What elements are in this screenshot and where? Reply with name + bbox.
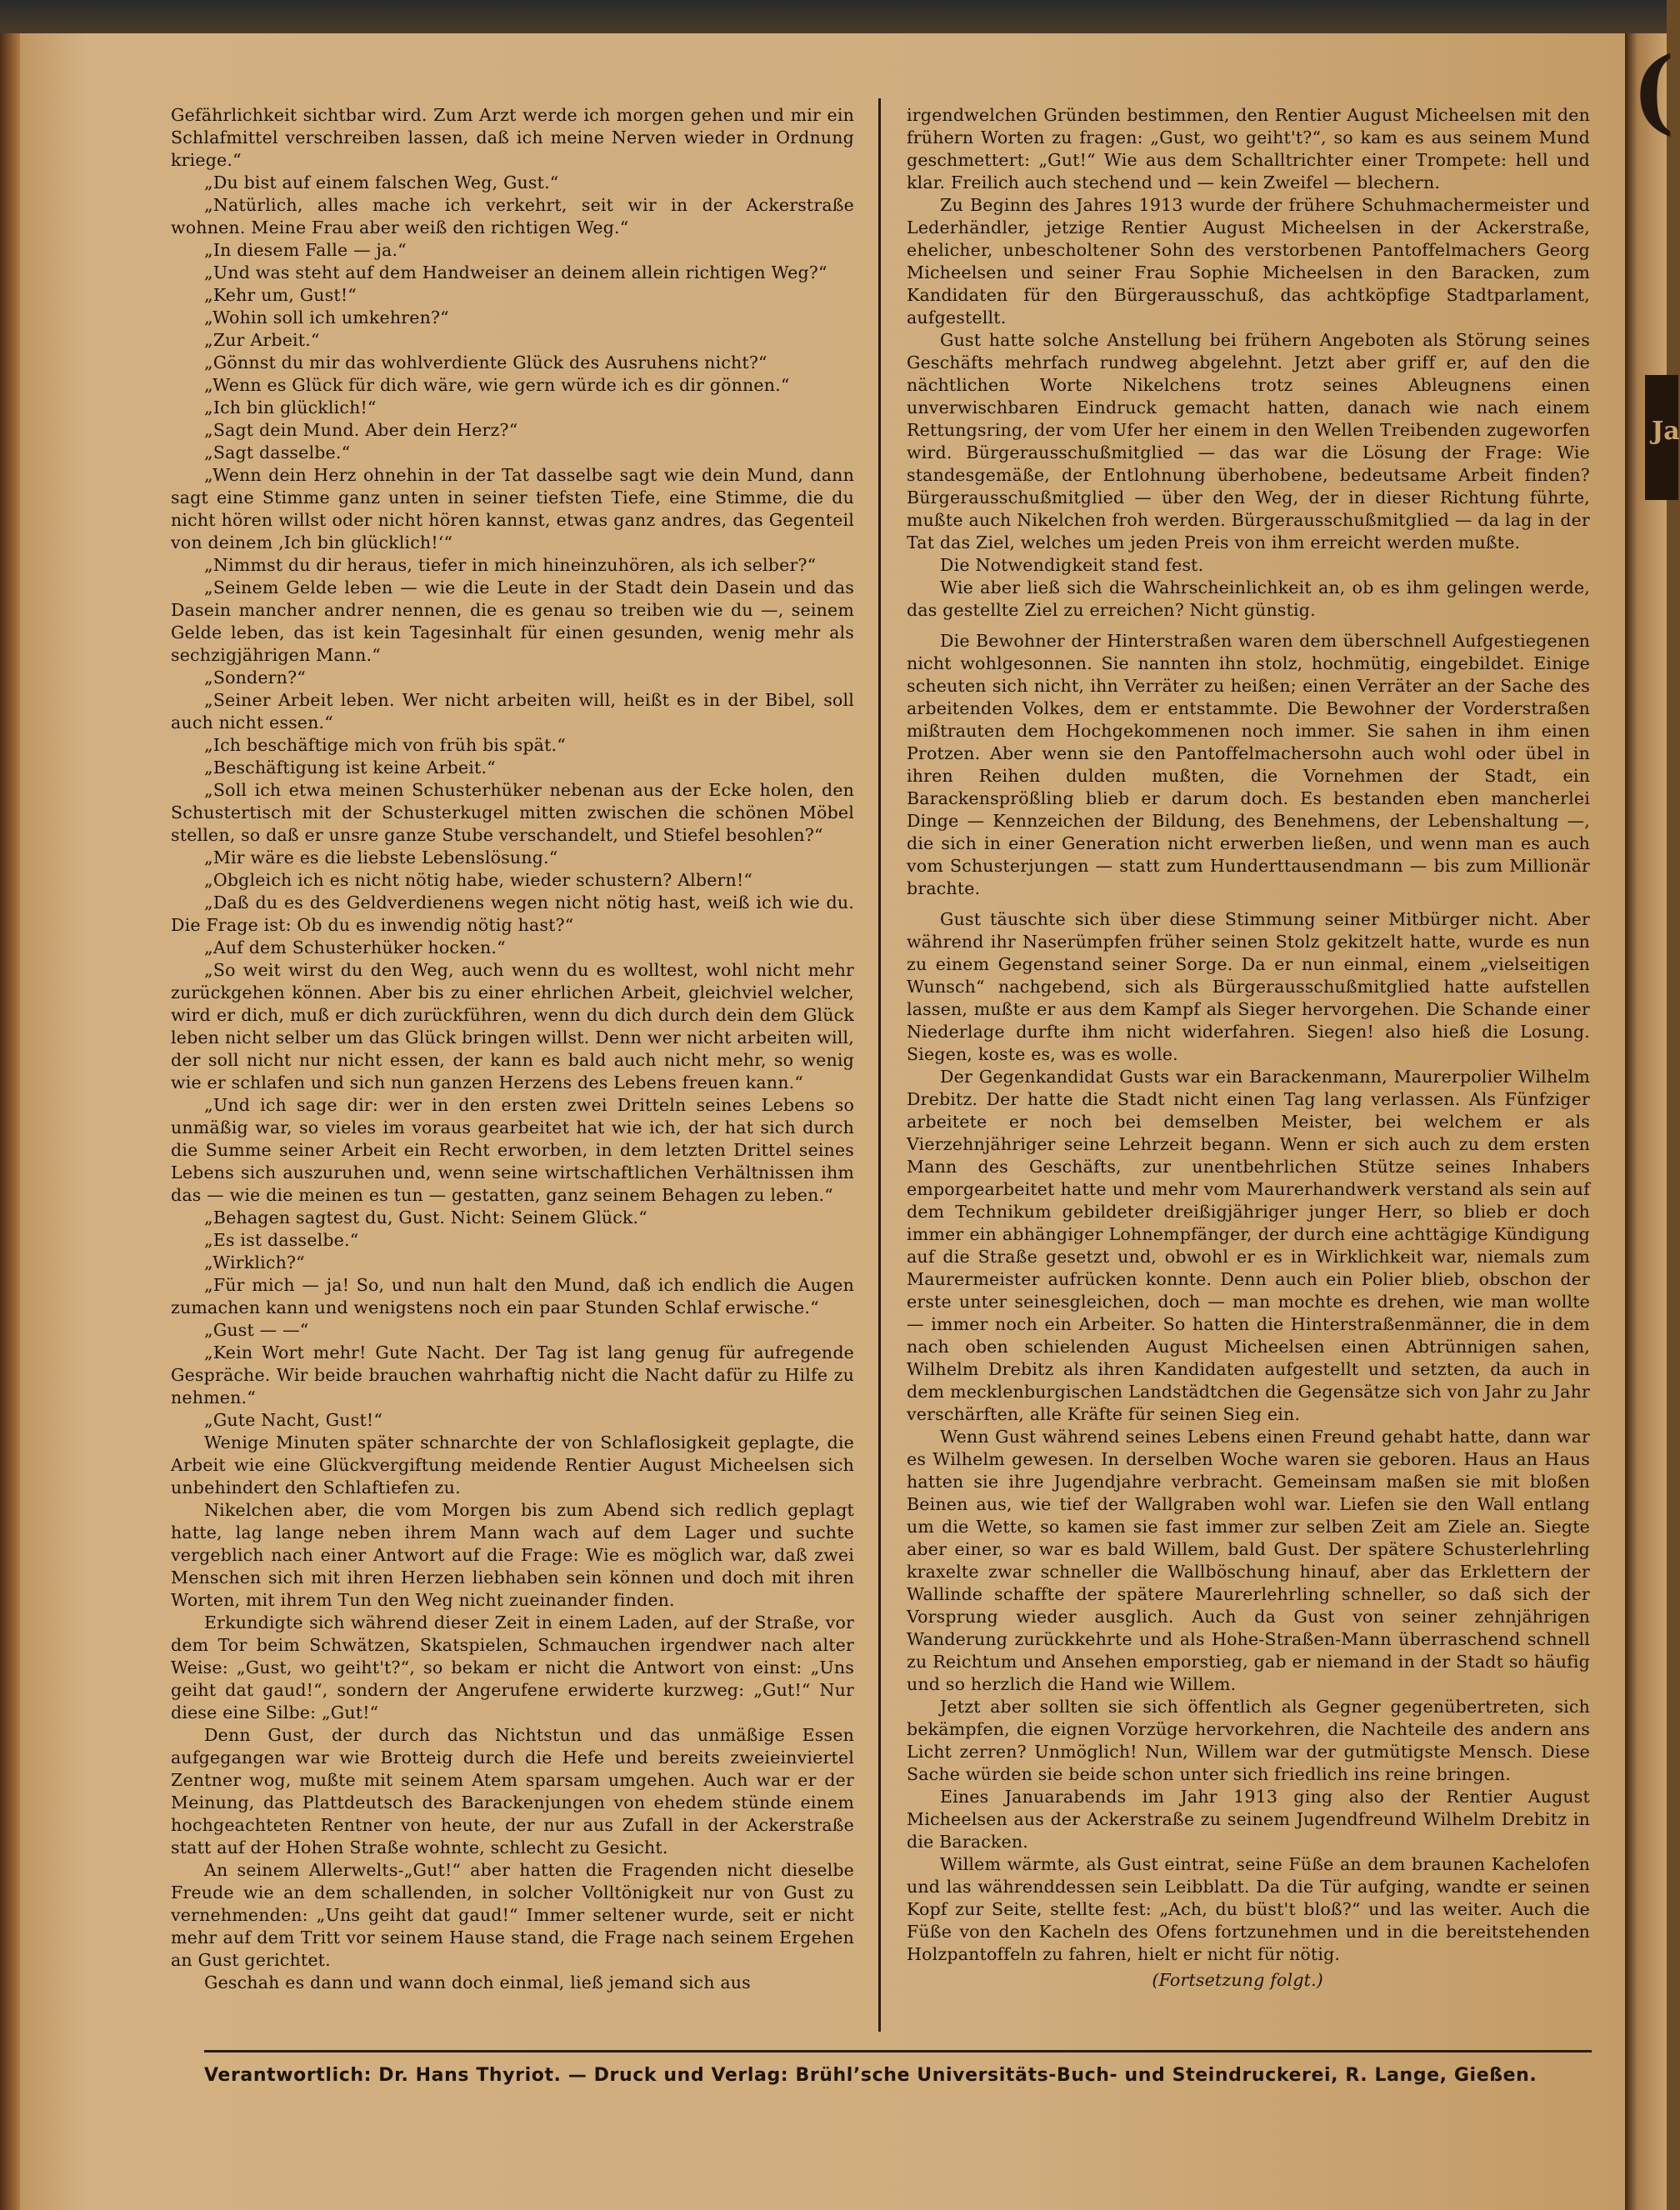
left-text-column bbox=[171, 104, 854, 1994]
footer-rule bbox=[204, 2050, 1592, 2052]
paragraph: „Sagt dein Mund. Aber dein Herz?“ bbox=[204, 420, 518, 440]
paragraph: Der Gegenkandidat Gusts war ein Barackenmann, Maurerpolier Wilhelm Drebitz. Der hatte die Stadt nicht einen Tag lang verlassen. Als Fünfziger arbeitete er noch bei demselben Meister, bei welchem er als Vierzehnjähriger seine Lehrzeit begann. Wenn er sich auch zu dem ersten Mann des Geschäfts, zur unentbehrlichen Stütze seines Inhabers emporgearbeitet hatte und mehr vom Maurerhandwerk verstand als sein auf dem Technikum gebildeter dreißigjähriger junger Herr, so blieb er doch immer ein abhängiger Lohnempfänger, der durch eine achttägige Kündigung auf die Straße gesetzt und, obwohl er es in Wirklichkeit war, niemals zum Maurermeister aufrücken konnte. Denn auch ein Polier blieb, obschon der erste unter seinesgleichen, doch — man mochte es drehen, wie man wollte — immer noch ein Arbeiter. So hatten die Hinterstraßenmänner, die in dem nach oben schielenden August Micheelsen einen Abtrünnigen sahen, Wilhelm Drebitz als ihren Kandidaten aufgestellt und setzten, da auch in dem mecklenburgischen Landstädtchen die Gegensätze sich von Jahr zu Jahr verschärften, alle Kräfte für seinen Sieg ein. bbox=[907, 1067, 1590, 1424]
paragraph: „Beschäftigung ist keine Arbeit.“ bbox=[204, 758, 496, 778]
paragraph: Eines Januarabends im Jahr 1913 ging also der Rentier August Micheelsen aus der Ackerstraße zu seinem Jugendfreund Wilhelm Drebitz in die Baracken. bbox=[907, 1787, 1590, 1852]
paragraph: „Wenn dein Herz ohnehin in der Tat dasselbe sagt wie dein Mund, dann sagt eine Stimme ganz unten in seiner tiefsten Tiefe, eine Stimme, die du nicht hören willst oder nicht hören kannst, etwas ganz andres, das Gegenteil von deinem ‚Ich bin glücklich!‘“ bbox=[171, 465, 854, 552]
right-text-column bbox=[907, 104, 1590, 1992]
paragraph: „Ich bin glücklich!“ bbox=[204, 398, 377, 418]
paragraph: „Für mich — ja! So, und nun halt den Mund, daß ich endlich die Augen zumachen kann und wenigstens noch ein paar Stunden Schlaf erwische.“ bbox=[171, 1275, 854, 1318]
paragraph: „Kein Wort mehr! Gute Nacht. Der Tag ist lang genug für aufregende Gespräche. Wir beide brauchen wahrhaftig nicht die Nacht dafür zu Hilfe zu nehmen.“ bbox=[171, 1342, 854, 1408]
paragraph: An seinem Allerwelts-„Gut!“ aber hatten die Fragenden nicht dieselbe Freude wie an dem schallenden, in solcher Volltönigkeit nur von Gust zu vernehmenden: „Uns geiht dat gaud!“ Immer seltener wurde, seit er nicht mehr auf dem Tritt vor seinem Hause stand, die Frage nach seinem Ergehen an Gust gerichtet. bbox=[171, 1860, 854, 1970]
paragraph: „Seinem Gelde leben — wie die Leute in der Stadt dein Dasein und das Dasein mancher andrer nennen, die es genau so treiben wie du —, seinem Gelde leben, das ist kein Tagesinhalt für einen gesunden, wenig mehr als sechzigjährigen Mann.“ bbox=[171, 578, 854, 665]
paragraph: Gust hatte solche Anstellung bei frühern Angeboten als Störung seines Geschäfts mehrfach rundweg abgelehnt. Jetzt aber griff er, auf den die nächtlichen Worte Nikelchens trotz seines Ableugnens einen unverwischbaren Eindruck gemacht hatten, danach wie nach einem Rettungsring, der vom Ufer her einem in den Wellen Treibenden zugeworfen wird. Bürgerausschußmitglied — das war die Lösung der Frage: Wie standesgemäße, der Entlohnung überhobene, bedeutsame Arbeit finden? Bürgerausschußmitglied — über den Weg, der in dieser Richtung führte, mußte auch Nikelchen froh werden. Bürgerausschußmitglied — da lag in der Tat das Ziel, welches um jeden Preis von ihm erreicht werden mußte. bbox=[907, 330, 1590, 552]
paragraph: „Seiner Arbeit leben. Wer nicht arbeiten will, heißt es in der Bibel, soll auch nicht essen.“ bbox=[171, 690, 854, 732]
continuation-note: (Fortsetzung folgt.) bbox=[1152, 1970, 1323, 1990]
adjacent-page-big-letter: ( bbox=[1632, 37, 1676, 144]
paragraph: Willem wärmte, als Gust eintrat, seine Füße an dem braunen Kachelofen und las währenddessen sein Leibblatt. Da die Tür aufging, wandte er seinen Kopf zur Seite, stellte fest: „Ach, du büst't bloß?“ und las weiter. Auch die Füße von den Kacheln des Ofens fortzunehmen und in die bereitstehenden Holzpantoffeln zu fahren, hielt er nicht für nötig. bbox=[907, 1854, 1590, 1964]
paragraph: „Behagen sagtest du, Gust. Nicht: Seinem Glück.“ bbox=[204, 1208, 648, 1228]
paragraph: „Ich beschäftige mich von früh bis spät.“ bbox=[204, 735, 566, 755]
paragraph: irgendwelchen Gründen bestimmen, den Rentier August Micheelsen mit den frühern Worten zu fragen: „Gust, wo geiht't?“, so kam es aus seinem Mund geschmettert: „Gut!“ Wie aus dem Schalltrichter einer Trompete: hell und klar. Freilich auch stechend und — kein Zweifel — blechern. bbox=[907, 105, 1590, 192]
paragraph: Denn Gust, der durch das Nichtstun und das unmäßige Essen aufgegangen war wie Brotteig durch die Hefe und bereits zweieinviertel Zentner wog, mußte mit seinem Atem sparsam umgehen. Auch war er der Meinung, das Plattdeutsch des Barackenjungen von ehedem stünde einem hochgeachteten Rentner von heute, der nur aus Zufall in der Ackerstraße statt auf der Hohen Straße wohnte, schlecht zu Gesicht. bbox=[171, 1725, 854, 1858]
paragraph: „Gute Nacht, Gust!“ bbox=[204, 1410, 383, 1430]
paragraph: Wie aber ließ sich die Wahrscheinlichkeit an, ob es ihm gelingen werde, das gestellte Ziel zu erreichen? Nicht günstig. bbox=[907, 578, 1590, 620]
paragraph: „Wenn es Glück für dich wäre, wie gern würde ich es dir gönnen.“ bbox=[204, 375, 790, 395]
adjacent-page-tab-label: Ja bbox=[1652, 417, 1680, 446]
paragraph: „Sondern?“ bbox=[204, 668, 306, 688]
paragraph: „Und ich sage dir: wer in den ersten zwei Dritteln seines Lebens so unmäßig war, so vieles im voraus gearbeitet hat wie ich, der hat sich durch die Summe seiner Arbeit ein Recht erworben, in dem letzten Drittel seines Lebens sich auszuruhen und, wenn seine wirtschaftlichen Verhältnissen ihm das — wie die meinen es tun — gestatten, ganz seinem Behagen zu leben.“ bbox=[171, 1095, 854, 1205]
paragraph: „Nimmst du dir heraus, tiefer in mich hineinzuhören, als ich selber?“ bbox=[204, 555, 817, 575]
publisher-imprint: Verantwortlich: Dr. Hans Thyriot. — Druck und Verlag: Brühl’sche Universitäts-Buch- und Steindruckerei, R. Lange, Gießen. bbox=[204, 2065, 1538, 2086]
paragraph: Geschah es dann und wann doch einmal, ließ jemand sich aus bbox=[204, 1972, 751, 1992]
paragraph: Jetzt aber sollten sie sich öffentlich als Gegner gegenübertreten, sich bekämpfen, die eignen Vorzüge hervorkehren, die Nachteile des andern ans Licht zerren? Unmöglich! Nun, Willem war der gutmütigste Mensch. Diese Sache würden sie beide schon unter sich friedlich ins reine bringen. bbox=[907, 1697, 1590, 1784]
paragraph: „Natürlich, alles mache ich verkehrt, seit wir in der Ackerstraße wohnen. Meine Frau aber weiß den richtigen Weg.“ bbox=[171, 195, 854, 238]
paragraph: „In diesem Falle — ja.“ bbox=[204, 240, 407, 260]
paragraph: Die Bewohner der Hinterstraßen waren dem überschnell Aufgestiegenen nicht wohlgesonnen. Sie nannten ihn stolz, hochmütig, eingebildet. Einige scheuten sich nicht, ihn Verräter zu heißen; einen Verräter an der Sache des arbeitenden Volkes, dem er entstammte. Die Bewohner der Vorderstraßen mißtrauten dem Hochgekommenen noch immer. Sie sahen in ihm einen Protzen. Aber wenn sie den Pantoffelmachersohn auch wohl oder übel in ihren Reihen dulden mußten, die Vornehmen der Stadt, ein Barackensprößling blieb er darum doch. Es bestanden eben mancherlei Dinge — Kennzeichen der Bildung, des Benehmens, der Lebenshaltung —, die sich in einer Generation nicht erwerben ließen, und wenn man es auch vom Schusterjungen — statt zum Hunderttausendmann — bis zum Millionär brachte. bbox=[907, 631, 1590, 898]
paragraph: Gust täuschte sich über diese Stimmung seiner Mitbürger nicht. Aber während ihr Naserümpfen früher seinen Stolz gekitzelt hatte, wurde es nun zu einem Gegenstand seiner Sorge. Da er nun einmal, einem „vielseitigen Wunsch“ nachgebend, sich als Bürgerausschußmitglied hatte aufstellen lassen, mußte er aus dem Kampf als Sieger hervorgehen. Die Schande einer Niederlage durfte ihm nicht widerfahren. Siegen! also hieß die Losung. Siegen, koste es, was es wolle. bbox=[907, 909, 1590, 1064]
paragraph: Gefährlichkeit sichtbar wird. Zum Arzt werde ich morgen gehen und mir ein Schlafmittel verschreiben lassen, daß ich meine Nerven wieder in Ordnung kriege.“ bbox=[171, 105, 854, 170]
paragraph: Nikelchen aber, die vom Morgen bis zum Abend sich redlich geplagt hatte, lag lange neben ihrem Mann wach auf dem Lager und suchte vergeblich nach einer Antwort auf die Frage: Wie es möglich war, daß zwei Menschen sich mit ihren Herzen liebhaben sein können und doch mit ihren Worten, mit ihrem Tun den Weg nicht zueinander finden. bbox=[171, 1500, 854, 1610]
paragraph: Die Notwendigkeit stand fest. bbox=[940, 555, 1204, 575]
adjacent-page-edge bbox=[1625, 33, 1680, 2210]
paragraph: „Und was steht auf dem Handweiser an deinem allein richtigen Weg?“ bbox=[204, 262, 828, 282]
paragraph: „Kehr um, Gust!“ bbox=[204, 285, 357, 305]
paragraph: „Es ist dasselbe.“ bbox=[204, 1230, 359, 1250]
paragraph: „Soll ich etwa meinen Schusterhüker nebenan aus der Ecke holen, den Schustertisch mit der Schusterkugel mitten zwischen die schönen Möbel stellen, so daß er unsre ganze Stube verschandelt, und Stiefel besohlen?“ bbox=[171, 780, 854, 845]
book-top-edge bbox=[0, 0, 1667, 33]
paragraph: „Zur Arbeit.“ bbox=[204, 330, 320, 350]
column-divider bbox=[878, 98, 881, 2032]
paragraph: „Daß du es des Geldverdienens wegen nicht nötig hast, weiß ich wie du. Die Frage ist: Ob du es inwendig nötig hast?“ bbox=[171, 892, 854, 935]
book-binding bbox=[0, 33, 20, 2210]
paragraph: Wenn Gust während seines Lebens einen Freund gehabt hatte, dann war es Wilhelm gewesen. In derselben Woche waren sie geboren. Haus an Haus hatten sie ihre Jugendjahre verbracht. Gemeinsam maßen sie mit bloßen Beinen aus, wie tief der Wallgraben wohl war. Liefen sie den Wall entlang um die Wette, so kamen sie fast immer zur selben Zeit am Ziele an. Siegte aber einer, so war es bald Willem, bald Gust. Der spätere Schusterlehrling kraxelte zwar schneller die Wallböschung hinauf, aber das Erklettern der Wallinde schaffte der spätere Maurerlehrling schneller, so daß sich der Vorsprung wieder ausglich. Auch da Gust von seiner zehnjährigen Wanderung zurückkehrte und als Hohe-Straßen-Mann überraschend schnell zu Reichtum und Ansehen emporstieg, gab er niemand in der Stadt so häufig und so herzlich die Hand wie Willem. bbox=[907, 1427, 1590, 1694]
paragraph: „Du bist auf einem falschen Weg, Gust.“ bbox=[204, 172, 559, 192]
adjacent-page-tab bbox=[1645, 375, 1678, 500]
paragraph: „Mir wäre es die liebste Lebenslösung.“ bbox=[204, 848, 558, 868]
paragraph: Zu Beginn des Jahres 1913 wurde der frühere Schuhmachermeister und Lederhändler, jetzige Rentier August Micheelsen in der Ackerstraße, ehelicher, unbescholtener Sohn des verstorbenen Pantoffelmachers Georg Micheelsen und seiner Frau Sophie Micheelsen in den Baracken, zum Kandidaten für den Bürgerausschuß, das achtköpfige Stadtparlament, aufgestellt. bbox=[907, 195, 1590, 328]
paragraph: „Gönnst du mir das wohlverdiente Glück des Ausruhens nicht?“ bbox=[204, 352, 768, 372]
paragraph: „Sagt dasselbe.“ bbox=[204, 442, 351, 462]
paragraph: Wenige Minuten später schnarchte der von Schlaflosigkeit geplagte, die Arbeit wie eine Glückvergiftung meidende Rentier August Micheelsen sich unbehindert den Schlaftiefen zu. bbox=[171, 1432, 854, 1498]
paragraph: „So weit wirst du den Weg, auch wenn du es wolltest, wohl nicht mehr zurückgehen können. Aber bis zu einer ehrlichen Arbeit, gleichviel welcher, wird er dich, muß er dich zurückführen, wenn du dich durch dein dem Glück leben nicht selber um das Glück bringen willst. Denn wer nicht arbeiten will, der soll nicht nur nicht essen, der kann es bald auch nicht mehr, so wenig wie er schlafen und sich nun ganzen Herzens des Lebens freuen kann.“ bbox=[171, 960, 854, 1092]
paragraph: „Wohin soll ich umkehren?“ bbox=[204, 308, 449, 328]
paragraph: Erkundigte sich während dieser Zeit in einem Laden, auf der Straße, vor dem Tor beim Schwätzen, Skatspielen, Schmauchen irgendwer nach alter Weise: „Gust, wo geiht't?“, so bekam er nicht die Antwort von einst: „Uns geiht dat gaud!“, sondern der Angerufene erwiderte kurzweg: „Gut!“ Nur diese eine Silbe: „Gut!“ bbox=[171, 1612, 854, 1722]
paragraph: „Wirklich?“ bbox=[204, 1252, 305, 1272]
paragraph: „Auf dem Schusterhüker hocken.“ bbox=[204, 938, 506, 958]
paragraph: „Gust — —“ bbox=[204, 1320, 309, 1340]
paragraph: „Obgleich ich es nicht nötig habe, wieder schustern? Albern!“ bbox=[204, 870, 753, 890]
